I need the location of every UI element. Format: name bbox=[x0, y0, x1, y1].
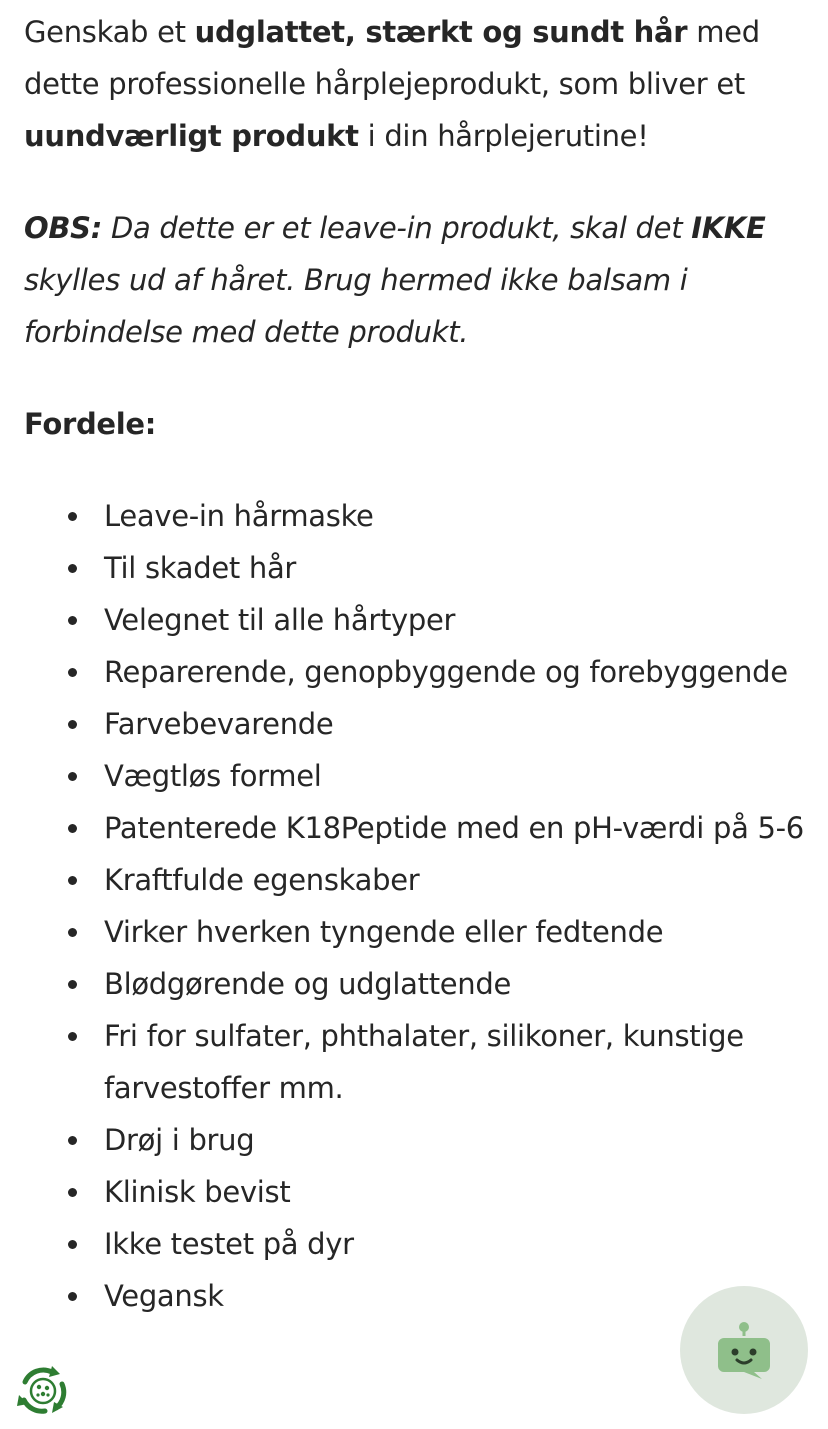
bullet-icon bbox=[68, 1136, 77, 1145]
list-item bbox=[104, 594, 804, 646]
list-item bbox=[104, 802, 804, 854]
list-item-label: Farvebevarende bbox=[104, 707, 334, 741]
bullet-icon bbox=[68, 668, 77, 677]
notice-emphasis: IKKE bbox=[691, 211, 766, 245]
list-item bbox=[104, 542, 804, 594]
bullet-icon bbox=[68, 928, 77, 937]
list-item-label: Patenterede K18Peptide med en pH-værdi på 5-6 bbox=[104, 811, 804, 845]
chat-assistant-button[interactable] bbox=[680, 1286, 808, 1414]
intro-highlight-2: uundværligt produkt bbox=[24, 119, 359, 153]
bullet-icon bbox=[68, 980, 77, 989]
robot-assistant-icon bbox=[716, 1320, 772, 1380]
list-item-label: Vegansk bbox=[104, 1279, 224, 1313]
bullet-icon bbox=[68, 1188, 77, 1197]
benefits-heading: Fordele: bbox=[24, 407, 157, 441]
intro-text-3: i din hårplejerutine! bbox=[358, 119, 649, 153]
list-item bbox=[104, 958, 804, 1010]
bullet-icon bbox=[68, 772, 77, 781]
list-item bbox=[104, 1010, 804, 1114]
list-item bbox=[104, 1218, 804, 1270]
recycle-badge[interactable] bbox=[14, 1362, 72, 1420]
list-item-label: Virker hverken tyngende eller fedtende bbox=[104, 915, 664, 949]
bullet-icon bbox=[68, 1032, 77, 1041]
intro-highlight-1: udglattet, stærkt og sundt hår bbox=[194, 15, 688, 49]
bullet-icon bbox=[68, 616, 77, 625]
notice-label: OBS: bbox=[24, 211, 103, 245]
list-item-label: Drøj i brug bbox=[104, 1123, 255, 1157]
list-item-label: Til skadet hår bbox=[104, 551, 297, 585]
intro-text-2: med dette professionelle hårplejeprodukt, som bliver et bbox=[24, 15, 760, 101]
list-item-label: Reparerende, genopbyggende og forebyggende bbox=[104, 655, 788, 689]
list-item bbox=[104, 646, 804, 698]
list-item-label: Leave-in hårmaske bbox=[104, 499, 374, 533]
list-item bbox=[104, 854, 804, 906]
bullet-icon bbox=[68, 824, 77, 833]
list-item bbox=[104, 698, 804, 750]
list-item bbox=[104, 906, 804, 958]
list-item-label: Kraftfulde egenskaber bbox=[104, 863, 420, 897]
list-item-label: Vægtløs formel bbox=[104, 759, 322, 793]
recycle-cycle-icon bbox=[14, 1362, 72, 1420]
list-item-label: Klinisk bevist bbox=[104, 1175, 291, 1209]
benefits-list bbox=[24, 490, 804, 1322]
list-item-label: Blødgørende og udglattende bbox=[104, 967, 512, 1001]
intro-paragraph bbox=[24, 6, 804, 162]
notice-text-1: Da dette er et leave-in produkt, skal det bbox=[102, 211, 692, 245]
list-item-label: Ikke testet på dyr bbox=[104, 1227, 354, 1261]
list-item bbox=[104, 490, 804, 542]
notice-paragraph bbox=[24, 202, 804, 358]
intro-text-1: Genskab et bbox=[24, 15, 195, 49]
list-item bbox=[104, 750, 804, 802]
bullet-icon bbox=[68, 512, 77, 521]
bullet-icon bbox=[68, 1292, 77, 1301]
bullet-icon bbox=[68, 720, 77, 729]
list-item bbox=[104, 1166, 804, 1218]
bullet-icon bbox=[68, 564, 77, 573]
list-item bbox=[104, 1114, 804, 1166]
bullet-icon bbox=[68, 876, 77, 885]
list-item-label: Fri for sulfater, phthalater, silikoner, kunstige farvestoffer mm. bbox=[104, 1019, 744, 1105]
notice-text-2: skylles ud af håret. Brug hermed ikke balsam i forbindelse med dette produkt. bbox=[24, 263, 688, 349]
bullet-icon bbox=[68, 1240, 77, 1249]
list-item-label: Velegnet til alle hårtyper bbox=[104, 603, 456, 637]
product-description bbox=[24, 6, 804, 1322]
